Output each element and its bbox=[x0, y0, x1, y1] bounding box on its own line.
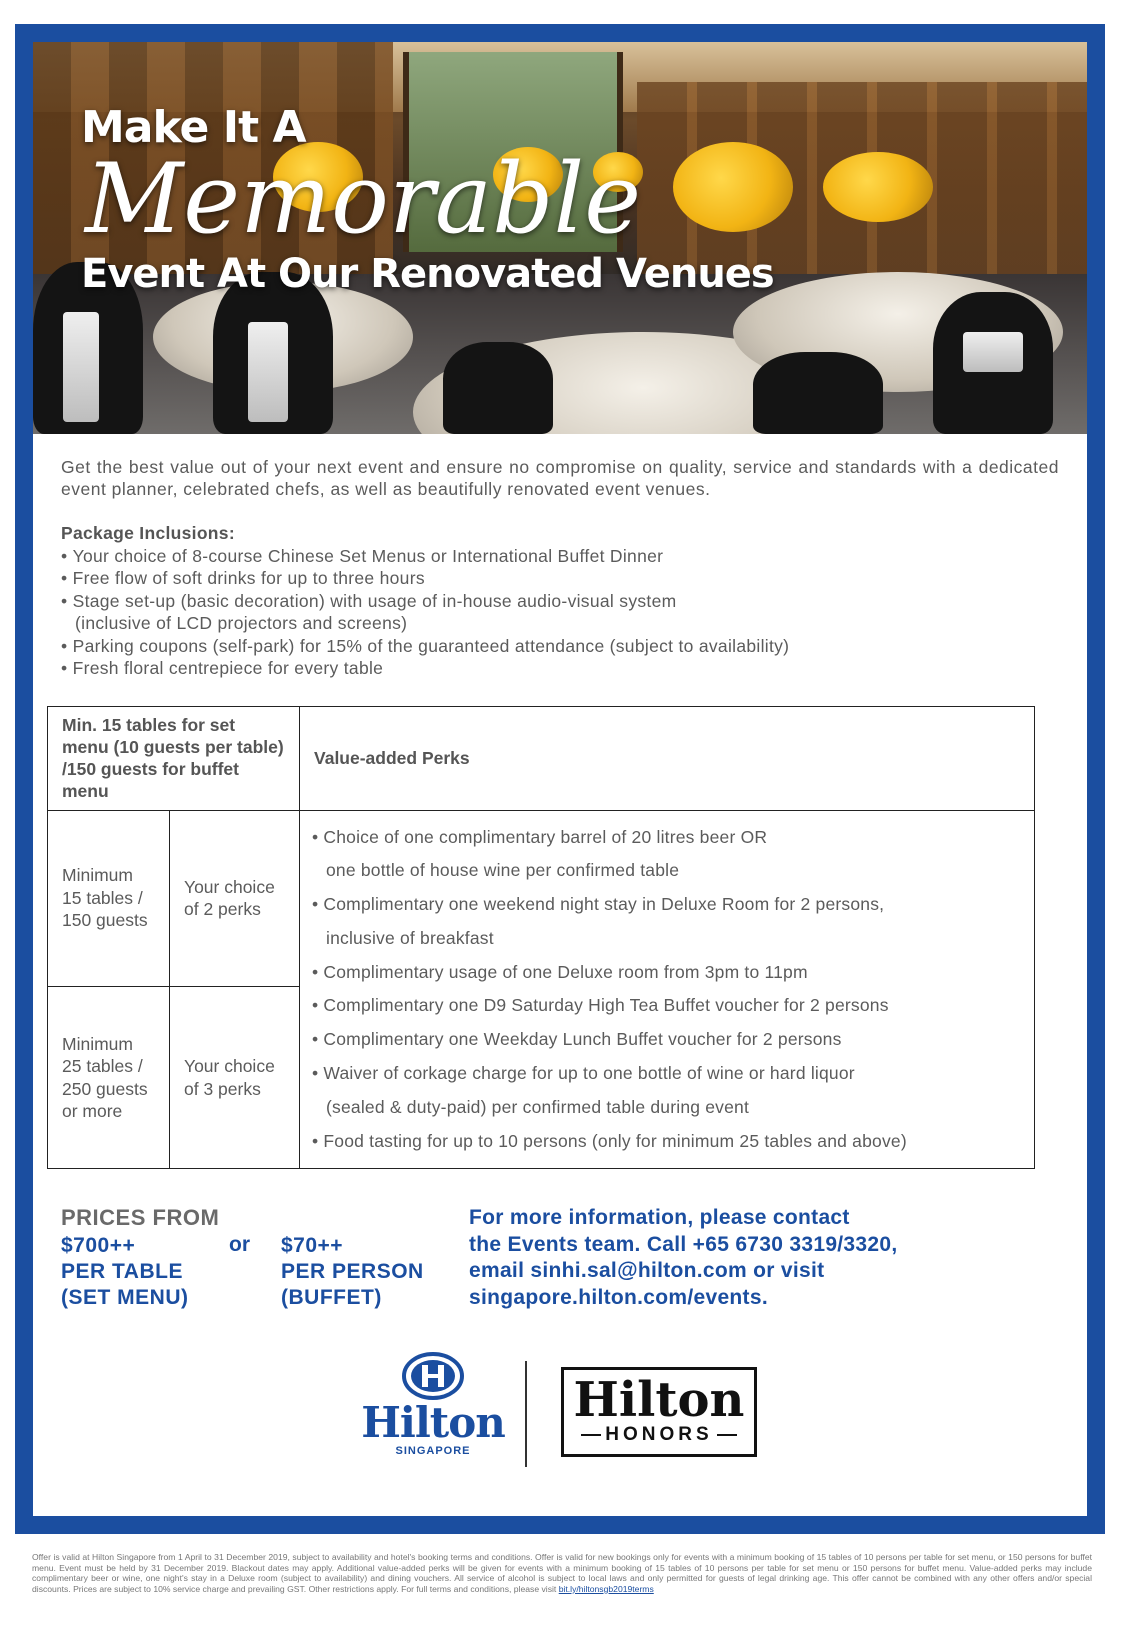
perk-item: • Food tasting for up to 10 persons (only for minimum 25 tables and above) bbox=[312, 1125, 1022, 1159]
perk-choice-cell: Your choice of 3 perks bbox=[170, 986, 300, 1169]
poster-frame bbox=[15, 24, 1105, 1534]
price-unit: PER TABLE bbox=[61, 1260, 183, 1284]
perk-item: • Choice of one complimentary barrel of 20 litres beer OR bbox=[312, 821, 1022, 855]
logos-row bbox=[33, 1345, 1087, 1485]
floral-centrepiece bbox=[823, 152, 933, 222]
chair-sash bbox=[63, 312, 99, 422]
hero-headline bbox=[81, 102, 774, 297]
prices-contact-section bbox=[61, 1205, 1059, 1345]
list-item: • Free flow of soft drinks for up to three hours bbox=[61, 567, 1059, 590]
price-amount: $700++ bbox=[61, 1234, 136, 1258]
table-row bbox=[48, 810, 1035, 986]
hero-line-1: Make It A bbox=[81, 102, 306, 153]
perk-item: • Waiver of corkage charge for up to one bottle of wine or hard liquor bbox=[312, 1057, 1022, 1091]
table-row bbox=[48, 706, 1035, 810]
contact-line: email sinhi.sal@hilton.com or visit bbox=[469, 1259, 825, 1283]
intro-paragraph: Get the best value out of your next event and ensure no compromise on quality, service and standards with a dedicated event planner, celebrated chefs, as well as beautifully renovated event venues. bbox=[61, 457, 1059, 499]
contact-line: singapore.hilton.com/events. bbox=[469, 1285, 768, 1309]
hilton-honors-logo bbox=[561, 1367, 757, 1457]
perk-choice-cell: Your choice of 2 perks bbox=[170, 810, 300, 986]
table-header-perks: Value-added Perks bbox=[300, 706, 1035, 810]
hilton-singapore-logo bbox=[353, 1351, 513, 1457]
main-content bbox=[33, 434, 1087, 1345]
price-note: (BUFFET) bbox=[281, 1286, 382, 1310]
hero-line-2: Memorable bbox=[85, 143, 642, 255]
hilton-wordmark: Hilton bbox=[361, 1398, 505, 1448]
package-list bbox=[61, 545, 1059, 680]
terms-link[interactable]: bit.ly/hiltonsgb2019terms bbox=[558, 1583, 654, 1594]
contact-line: For more information, please contact bbox=[469, 1206, 850, 1230]
honors-label: HONORS bbox=[564, 1424, 754, 1446]
perk-item: • Complimentary one D9 Saturday High Tea Buffet voucher for 2 persons bbox=[312, 989, 1022, 1023]
perk-item: (sealed & duty-paid) per confirmed table during event bbox=[326, 1096, 750, 1117]
banquet-chair bbox=[753, 352, 883, 434]
min-tables-cell: Minimum 15 tables / 150 guests bbox=[48, 810, 170, 986]
perk-item: one bottle of house wine per confirmed table bbox=[326, 860, 680, 881]
list-item: (inclusive of LCD projectors and screens) bbox=[75, 613, 408, 633]
perk-item: • Complimentary usage of one Deluxe room from 3pm to 11pm bbox=[312, 956, 1022, 990]
price-note: (SET MENU) bbox=[61, 1286, 189, 1310]
perks-table bbox=[47, 706, 1035, 1170]
chair-sash bbox=[248, 322, 288, 422]
fine-print-text: Offer is valid at Hilton Singapore from 1 April to 31 December 2019, subject to availability and hotel's booking terms and conditions. Offer is valid for new bookings only for events with a minimum booking of 15 tables of 10 persons per table for set menu, or 150 persons for buffet menu. Event must be held by 31 December 2019. Blackout dates may apply. Additional value-added perks will be given for events with a minimum booking of 15 tables of 10 persons per table for set menu or 150 persons for buffet menu. Value-added perks may include complimentary beer or wine, one night's stay in a Deluxe room (subject to availability) and dining vouchers. All service of alcohol is subject to local laws and only permitted for guests of legal drinking age. This offer cannot be combined with any other offers and/or special discounts. Prices are subject to 10% service charge and prevailing GST. Other restrictions apply. For full terms and conditions, please visit bbox=[32, 1552, 1092, 1594]
prices-label: PRICES FROM bbox=[61, 1205, 220, 1231]
package-title: Package Inclusions: bbox=[61, 523, 235, 543]
list-item: • Fresh floral centrepiece for every table bbox=[61, 657, 1059, 680]
price-unit: PER PERSON bbox=[281, 1260, 424, 1284]
package-inclusions bbox=[61, 522, 1059, 680]
logo-divider bbox=[525, 1361, 527, 1467]
chair-sash bbox=[963, 332, 1023, 372]
table-header-min: Min. 15 tables for set menu (10 guests per table) /150 guests for buffet menu bbox=[48, 706, 300, 810]
perk-item: • Complimentary one weekend night stay in Deluxe Room for 2 persons, bbox=[312, 888, 1022, 922]
hilton-location: SINGAPORE bbox=[395, 1445, 471, 1458]
price-set-menu bbox=[61, 1233, 189, 1311]
fine-print bbox=[32, 1552, 1092, 1594]
price-or: or bbox=[229, 1233, 250, 1257]
banquet-chair bbox=[443, 342, 553, 434]
list-item: • Your choice of 8-course Chinese Set Menus or International Buffet Dinner bbox=[61, 545, 1059, 568]
hilton-emblem-icon bbox=[402, 1351, 464, 1401]
hero-banner bbox=[33, 42, 1087, 434]
min-tables-cell: Minimum 25 tables / 250 guests or more bbox=[48, 986, 170, 1169]
list-item: • Stage set-up (basic decoration) with usage of in-house audio-visual system bbox=[61, 590, 1059, 613]
list-item: • Parking coupons (self-park) for 15% of the guaranteed attendance (subject to availability) bbox=[61, 635, 1059, 658]
price-amount: $70++ bbox=[281, 1234, 344, 1258]
contact-line: the Events team. Call +65 6730 3319/3320, bbox=[469, 1232, 898, 1256]
perks-list-cell bbox=[300, 810, 1035, 1169]
price-buffet bbox=[281, 1233, 424, 1311]
contact-info bbox=[469, 1205, 898, 1311]
hero-line-3: Event At Our Renovated Venues bbox=[81, 251, 774, 297]
perk-item: inclusive of breakfast bbox=[326, 927, 494, 948]
honors-wordmark: Hilton bbox=[573, 1372, 745, 1429]
perk-item: • Complimentary one Weekday Lunch Buffet voucher for 2 persons bbox=[312, 1023, 1022, 1057]
